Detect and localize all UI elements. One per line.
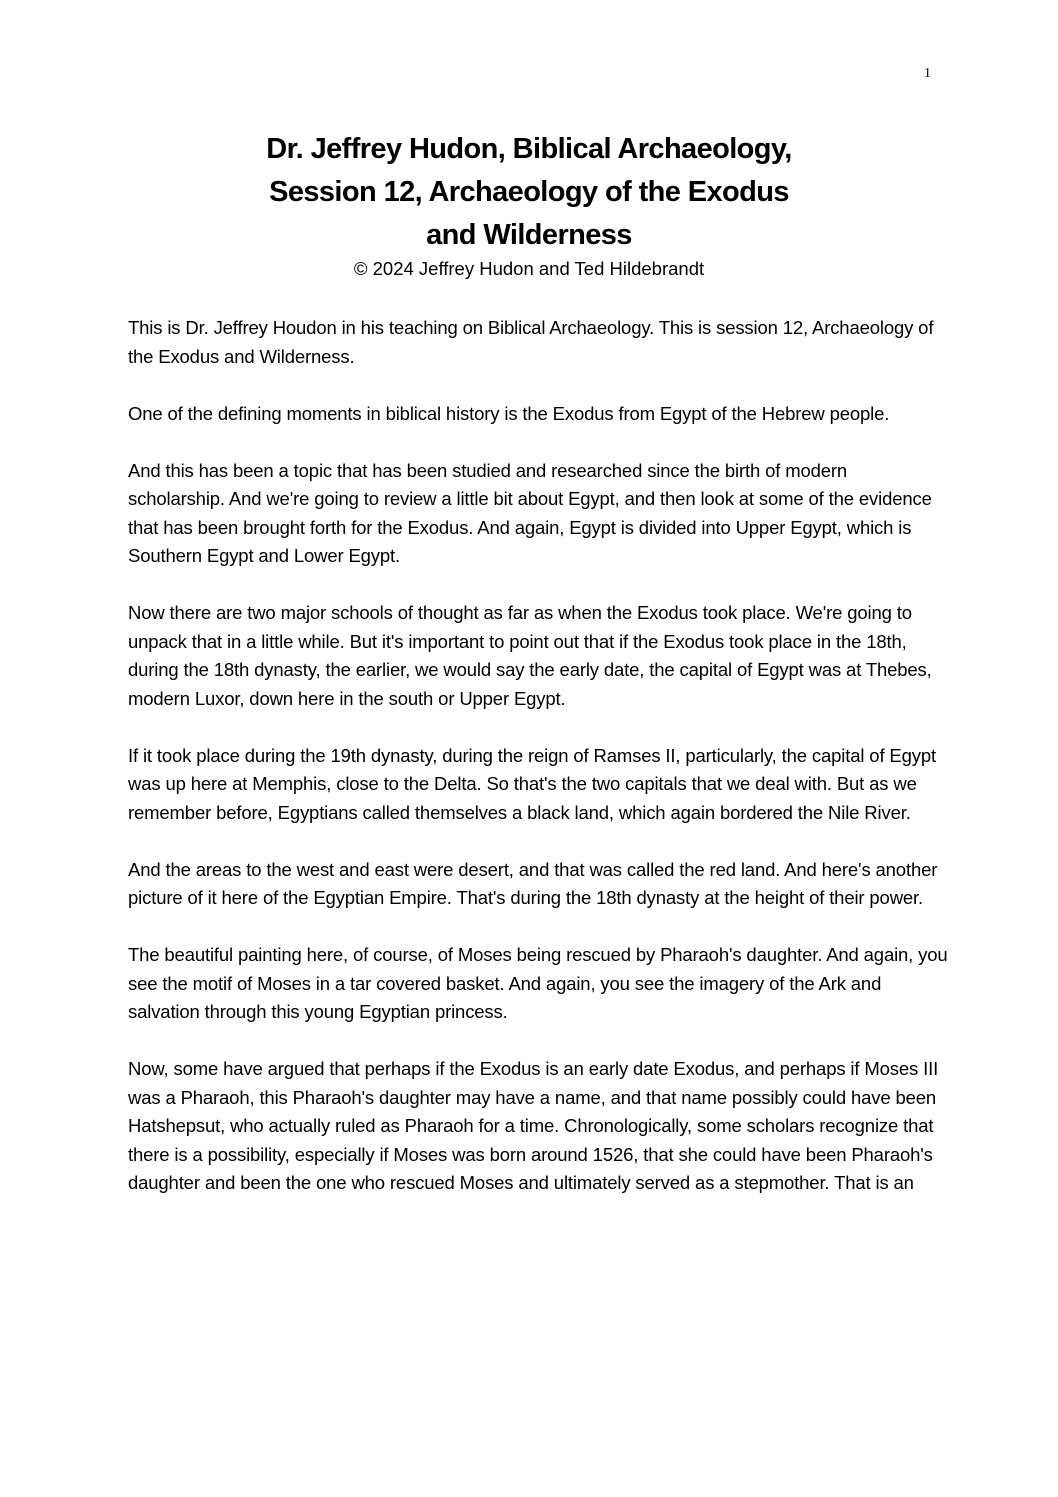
paragraph: Now, some have argued that perhaps if the Exodus is an early date Exodus, and perhaps if Moses III was a Pharaoh, this Pharaoh's daughter may have a name, and that name possibly could have been Hatshepsut, who actually ruled as Pharaoh for a time. Chronologically, some scholars recognize that there is a possibility, especially if Moses was born around 1526, that she could have been Pharaoh's daughter and been the one who rescued Moses and ultimately served as a stepmother. That is an	[128, 1058, 939, 1193]
paragraph: And the areas to the west and east were desert, and that was called the red land. And here's another picture of it here of the Egyptian Empire. That's during the 18th dynasty at the height of their power.	[128, 858, 938, 908]
paragraph: Now there are two major schools of thought as far as when the Exodus took place. We're going to unpack that in a little while. But it's important to point out that if the Exodus took place in the 18th, during the 18th dynasty, the earlier, we would say the early date, the capital of Egypt was at Thebes, modern Luxor, down here in the south or Upper Egypt.	[128, 602, 932, 709]
page-title-line-2: Session 12, Archaeology of the Exodus	[269, 176, 789, 208]
paragraph: One of the defining moments in biblical history is the Exodus from Egypt of the Hebrew people.	[128, 402, 890, 424]
page-number: 1	[924, 66, 931, 81]
document-header	[100, 128, 958, 281]
transcript-body	[128, 314, 948, 1226]
paragraph: This is Dr. Jeffrey Houdon in his teaching on Biblical Archaeology. This is session 12, Archaeology of the Exodus and Wilderness.	[128, 317, 934, 367]
paragraph: The beautiful painting here, of course, of Moses being rescued by Pharaoh's daughter. And again, you see the motif of Moses in a tar covered basket. And again, you see the imagery of the Ark and salvation through this young Egyptian princess.	[128, 944, 948, 1022]
page-title-line-1: Dr. Jeffrey Hudon, Biblical Archaeology,	[266, 133, 792, 165]
copyright-notice: © 2024 Jeffrey Hudon and Ted Hildebrandt	[353, 258, 705, 279]
paragraph: And this has been a topic that has been studied and researched since the birth of modern scholarship. And we're going to review a little bit about Egypt, and then look at some of the evidence that has been brought forth for the Exodus. And again, Egypt is divided into Upper Egypt, which is Southern Egypt and Lower Egypt.	[128, 459, 932, 566]
paragraph: If it took place during the 19th dynasty, during the reign of Ramses II, particularly, the capital of Egypt was up here at Memphis, close to the Delta. So that's the two capitals that we deal with. But as we remember before, Egyptians called themselves a black land, which again bordered the Nile River.	[128, 744, 936, 823]
page-title-line-3: and Wilderness	[426, 219, 632, 251]
